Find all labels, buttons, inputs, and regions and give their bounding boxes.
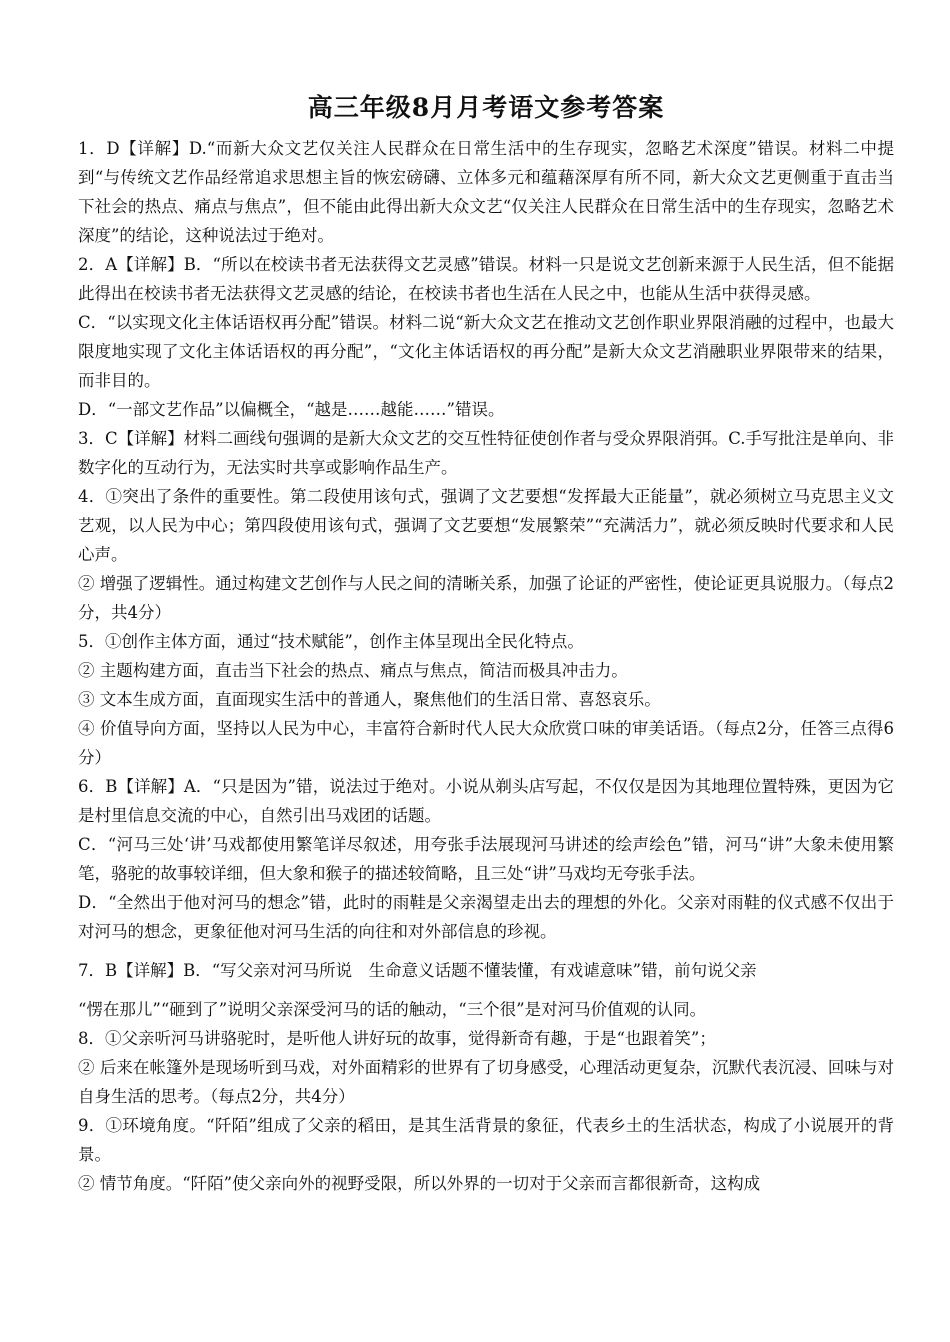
paragraph-12: 6．B【详解】A．“只是因为”错，说法过于绝对。小说从剃头店写起，不仅仅是因为其地理位置特殊，更因为它是村里信息交流的中心，自然引出马戏团的话题。 xyxy=(78,777,894,825)
answer-body xyxy=(78,134,894,1198)
paragraph-7: ② 增强了逻辑性。通过构建文艺创作与人民之间的清晰关系，加强了论证的严密性，使论证更具说服力。（每点2分，共4分） xyxy=(78,574,894,622)
paragraph-9: ② 主题构建方面，直击当下社会的热点、痛点与焦点，简洁而极具冲击力。 xyxy=(78,661,628,680)
paragraph-5: 3．C【详解】材料二画线句强调的是新大众文艺的交互性特征使创作者与受众界限消弭。C.手写批注是单向、非数字化的互动行为，无法实时共享或影响作品生产。 xyxy=(78,429,894,477)
paragraph-14: D．“全然出于他对河马的想念”错，此时的雨鞋是父亲渴望走出去的理想的外化。父亲对雨鞋的仪式感不仅出于对河马的想念，更象征他对河马生活的向往和对外部信息的珍视。 xyxy=(78,893,894,941)
paragraph-10: ③ 文本生成方面，直面现实生活中的普通人，聚焦他们的生活日常、喜怒哀乐。 xyxy=(78,690,661,709)
paragraph-17: 8．①父亲听河马讲骆驼时，是听他人讲好玩的故事，觉得新奇有趣，于是“也跟着笑”； xyxy=(78,1029,716,1048)
paragraph-20: ② 情节角度。“阡陌”使父亲向外的视野受限，所以外界的一切对于父亲而言都很新奇，这构成 xyxy=(78,1174,761,1193)
paragraph-15: 7．B【详解】B．“写父亲对河马所说 生命意义话题不懂装懂，有戏谑意味”错，前句说父亲 xyxy=(78,961,757,980)
paragraph-4: D．“一部文艺作品”以偏概全，“越是……越能……”错误。 xyxy=(78,400,505,419)
paragraph-13: C．“河马三处‘讲’马戏都使用繁笔详尽叙述，用夸张手法展现河马讲述的绘声绘色”错，河马“讲”大象未使用繁笔，骆驼的故事较详细，但大象和猴子的描述较简略，且三处“讲”马戏均无夸张手法。 xyxy=(78,835,894,883)
paragraph-1: 1．D【详解】D.“而新大众文艺仅关注人民群众在日常生活中的生存现实，忽略艺术深度”错误。材料二中提到“与传统文艺作品经常追求思想主旨的恢宏磅礴、立体多元和蕴藉深厚有所不同，新大众文艺更侧重于直击当下社会的热点、痛点与焦点”，但不能由此得出新大众文艺“仅关注人民群众在日常生活中的生存现实，忽略艺术深度”的结论，这种说法过于绝对。 xyxy=(78,139,894,245)
paragraph-2: 2．A【详解】B．“所以在校读书者无法获得文艺灵感”错误。材料一只是说文艺创新来源于人民生活，但不能据此得出在校读书者无法获得文艺灵感的结论，在校读书者也生活在人民之中，也能从生活中获得灵感。 xyxy=(78,255,894,303)
paragraph-19: 9．①环境角度。“阡陌”组成了父亲的稻田，是其生活背景的象征，代表乡土的生活状态，构成了小说展开的背景。 xyxy=(78,1116,894,1164)
paragraph-6: 4．①突出了条件的重要性。第二段使用该句式，强调了文艺要想“发挥最大正能量”，就必须树立马克思主义文艺观，以人民为中心；第四段使用该句式，强调了文艺要想“发展繁荣”“充满活力”，就必须反映时代要求和人民心声。 xyxy=(78,487,894,564)
spacer xyxy=(78,985,894,995)
spacer xyxy=(78,946,894,956)
paragraph-18: ② 后来在帐篷外是现场听到马戏，对外面精彩的世界有了切身感受，心理活动更复杂，沉默代表沉浸、回味与对自身生活的思考。（每点2分，共4分） xyxy=(78,1058,894,1106)
page-title: 高三年级8月月考语文参考答案 xyxy=(307,93,665,122)
paragraph-3: C．“以实现文化主体话语权再分配”错误。材料二说“新大众文艺在推动文艺创作职业界限消融的过程中，也最大限度地实现了文化主体话语权的再分配”，“文化主体话语权的再分配”是新大众文艺消融职业界限带来的结果，而非目的。 xyxy=(78,313,894,390)
paragraph-16: “愣在那儿”“砸到了”说明父亲深受河马的话的触动，“三个很”是对河马价值观的认同。 xyxy=(78,1000,707,1019)
paragraph-11: ④ 价值导向方面，坚持以人民为中心，丰富符合新时代人民大众欣赏口味的审美话语。（每点2分，任答三点得6分） xyxy=(78,719,894,767)
paragraph-8: 5．①创作主体方面，通过“技术赋能”，创作主体呈现出全民化特点。 xyxy=(78,632,584,651)
